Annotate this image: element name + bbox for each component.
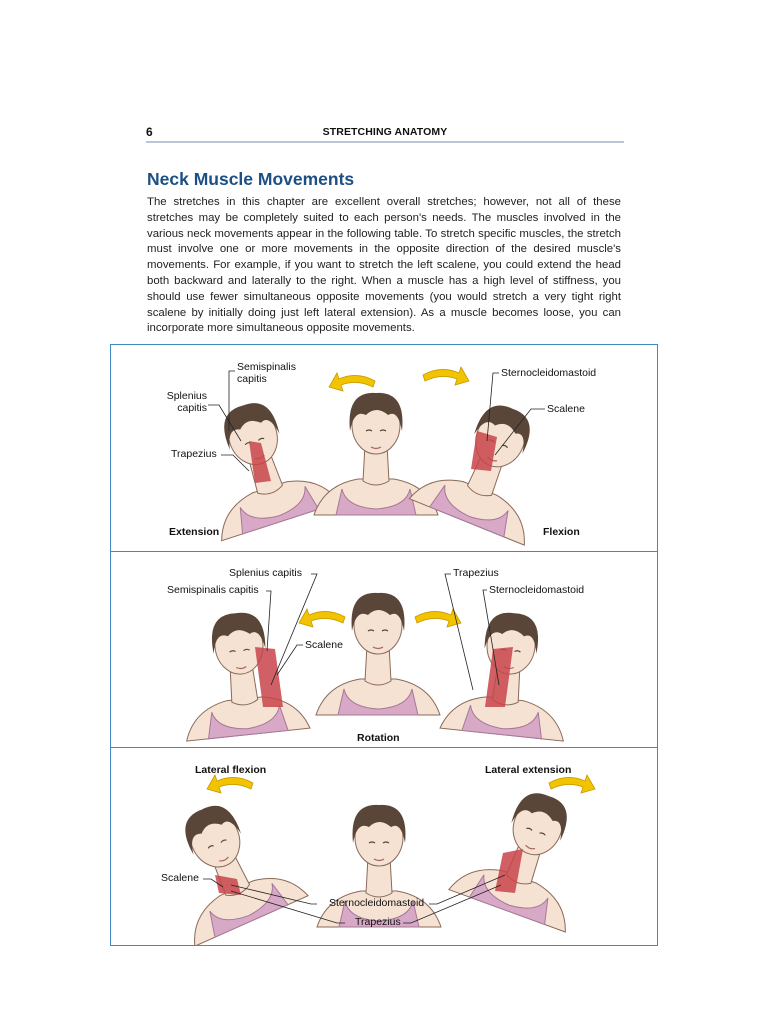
caption-lateral-flexion: Lateral flexion <box>195 764 267 776</box>
page-number: 6 <box>146 125 153 139</box>
label-scalene-1: Scalene <box>547 403 585 415</box>
label-scalene-3: Scalene <box>161 872 199 884</box>
lateral-flexion-figure <box>145 784 308 945</box>
label-semispinalis-capitis-1: Semispinalis capitis <box>237 361 296 385</box>
label-trapezius-2: Trapezius <box>453 567 499 579</box>
extension-figure <box>184 386 340 540</box>
lateral-extension-figure <box>449 775 607 932</box>
caption-extension: Extension <box>169 526 220 538</box>
label-trapezius-1: Trapezius <box>171 448 217 460</box>
label-sternocleidomastoid-3: Sternocleidomastoid <box>329 897 425 909</box>
section-title: Neck Muscle Movements <box>147 169 355 189</box>
rotation-left-figure <box>174 607 310 741</box>
label-semispinalis-capitis-2: Semispinalis capitis <box>167 584 259 596</box>
caption-lateral-extension: Lateral extension <box>485 764 572 776</box>
arrow-left-icon <box>329 373 375 391</box>
label-splenius-capitis-1: Splenius capitis <box>166 390 207 414</box>
body-paragraph: The stretches in this chapter are excellent overall stretches; however, not all of these stretches may be completely suited to each person's needs. The muscles involved in the various neck movements appear in the following table. To stretch specific muscles, the stretch must involve one or more movements in the opposite direction of the desired muscle's movements. For example, if you want to stretch the left scalene, you could extend the head both backward and laterally to the right. When a muscle has a high level of stiffness, you should use fewer simultaneous opposite movements (you would stretch a very tight right scalene by initially doing just left lateral extension). As a muscle becomes loose, you can incorporate more simultaneous opposite movements. <box>147 196 621 335</box>
arrow-lateral-extension-icon <box>549 775 595 793</box>
illustration-canvas <box>111 345 657 945</box>
running-title: STRETCHING ANATOMY <box>322 126 448 138</box>
arrow-lateral-flexion-icon <box>207 775 253 793</box>
label-scalene-2: Scalene <box>305 639 343 651</box>
header-rule <box>146 141 624 143</box>
caption-rotation: Rotation <box>357 732 400 744</box>
arrow-left-icon <box>299 609 345 627</box>
neutral-figure-2 <box>316 593 440 715</box>
label-sternocleidomastoid-1: Sternocleidomastoid <box>501 367 597 379</box>
caption-flexion: Flexion <box>543 526 580 538</box>
label-sternocleidomastoid-2: Sternocleidomastoid <box>489 584 585 596</box>
arrow-right-icon <box>423 367 469 385</box>
rotation-right-figure <box>440 607 576 741</box>
label-splenius-capitis-2: Splenius capitis <box>229 567 302 579</box>
label-trapezius-3: Trapezius <box>355 916 401 928</box>
neck-movements-figure <box>110 344 658 946</box>
